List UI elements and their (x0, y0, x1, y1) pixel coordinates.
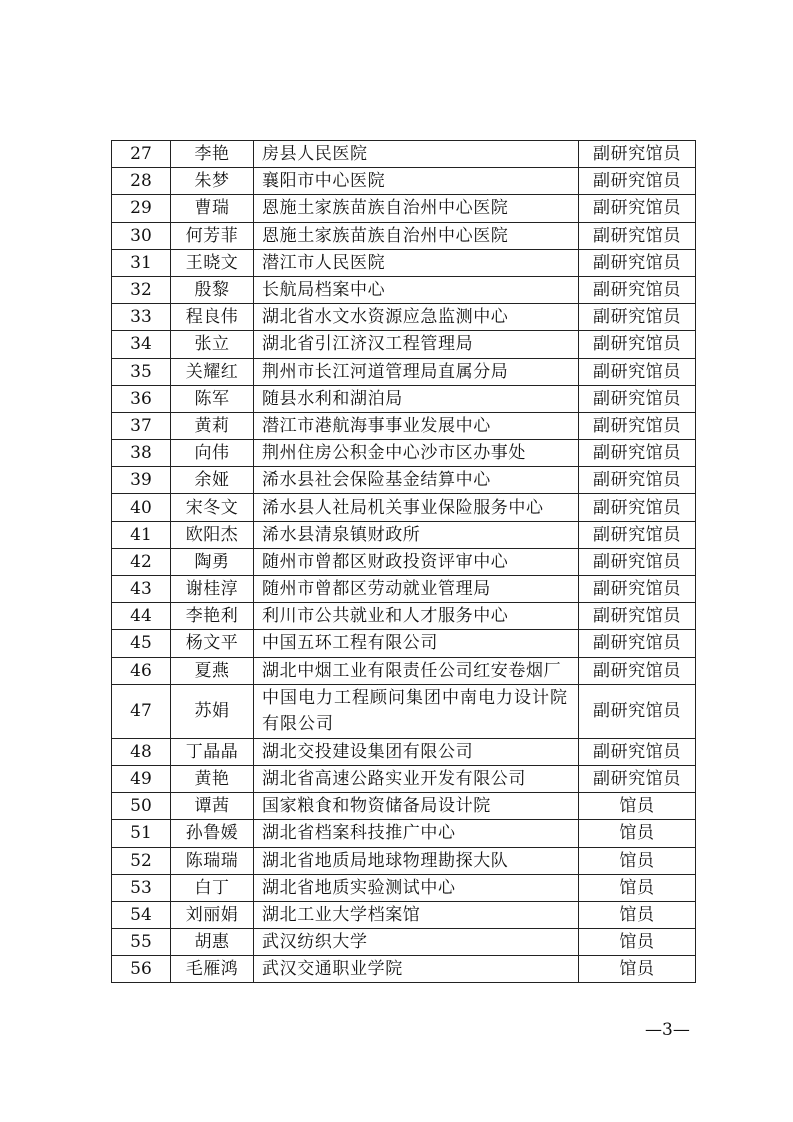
job-title: 副研究馆员 (579, 222, 696, 249)
row-number: 30 (112, 222, 171, 249)
row-number: 40 (112, 494, 171, 521)
table-row (112, 331, 696, 358)
job-title: 馆员 (579, 929, 696, 956)
job-title: 副研究馆员 (579, 603, 696, 630)
table-row (112, 276, 696, 303)
table-row (112, 847, 696, 874)
person-name: 陈军 (171, 385, 254, 412)
job-title: 副研究馆员 (579, 358, 696, 385)
organization: 浠水县社会保险基金结算中心 (254, 467, 579, 494)
row-number: 55 (112, 929, 171, 956)
table-row (112, 603, 696, 630)
row-number: 54 (112, 901, 171, 928)
table-body (112, 141, 696, 983)
person-name: 张立 (171, 331, 254, 358)
person-name: 何芳菲 (171, 222, 254, 249)
person-name: 余娅 (171, 467, 254, 494)
organization: 潜江市港航海事事业发展中心 (254, 412, 579, 439)
job-title: 副研究馆员 (579, 521, 696, 548)
row-number: 32 (112, 276, 171, 303)
organization: 随县水利和湖泊局 (254, 385, 579, 412)
table-row (112, 467, 696, 494)
table-row (112, 304, 696, 331)
organization: 随州市曾都区财政投资评审中心 (254, 548, 579, 575)
person-name: 杨文平 (171, 630, 254, 657)
organization: 湖北省档案科技推广中心 (254, 820, 579, 847)
person-name: 陶勇 (171, 548, 254, 575)
person-name: 宋冬文 (171, 494, 254, 521)
person-name: 夏燕 (171, 657, 254, 684)
organization: 荆州住房公积金中心沙市区办事处 (254, 440, 579, 467)
job-title: 副研究馆员 (579, 195, 696, 222)
organization: 利川市公共就业和人才服务中心 (254, 603, 579, 630)
row-number: 53 (112, 874, 171, 901)
person-name: 谭茜 (171, 793, 254, 820)
job-title: 副研究馆员 (579, 331, 696, 358)
table-row (112, 494, 696, 521)
person-name: 李艳利 (171, 603, 254, 630)
job-title: 副研究馆员 (579, 141, 696, 168)
person-name: 关耀红 (171, 358, 254, 385)
organization: 浠水县人社局机关事业保险服务中心 (254, 494, 579, 521)
job-title: 副研究馆员 (579, 494, 696, 521)
job-title: 馆员 (579, 874, 696, 901)
job-title: 馆员 (579, 901, 696, 928)
person-name: 孙鲁媛 (171, 820, 254, 847)
job-title: 副研究馆员 (579, 765, 696, 792)
table-row (112, 956, 696, 983)
row-number: 52 (112, 847, 171, 874)
job-title: 副研究馆员 (579, 304, 696, 331)
person-name: 白丁 (171, 874, 254, 901)
row-number: 29 (112, 195, 171, 222)
organization: 浠水县清泉镇财政所 (254, 521, 579, 548)
row-number: 33 (112, 304, 171, 331)
table-row (112, 684, 696, 738)
row-number: 56 (112, 956, 171, 983)
organization: 湖北交投建设集团有限公司 (254, 738, 579, 765)
row-number: 46 (112, 657, 171, 684)
person-name: 程良伟 (171, 304, 254, 331)
row-number: 37 (112, 412, 171, 439)
job-title: 副研究馆员 (579, 168, 696, 195)
table-row (112, 249, 696, 276)
person-name: 朱梦 (171, 168, 254, 195)
person-name: 王晓文 (171, 249, 254, 276)
organization: 湖北工业大学档案馆 (254, 901, 579, 928)
person-name: 欧阳杰 (171, 521, 254, 548)
row-number: 31 (112, 249, 171, 276)
person-name: 曹瑞 (171, 195, 254, 222)
organization: 武汉纺织大学 (254, 929, 579, 956)
person-name: 陈瑞瑞 (171, 847, 254, 874)
job-title: 副研究馆员 (579, 630, 696, 657)
row-number: 48 (112, 738, 171, 765)
table-row (112, 929, 696, 956)
table-row (112, 901, 696, 928)
organization: 武汉交通职业学院 (254, 956, 579, 983)
row-number: 39 (112, 467, 171, 494)
page-number: —3— (645, 1020, 690, 1040)
person-name: 李艳 (171, 141, 254, 168)
organization: 潜江市人民医院 (254, 249, 579, 276)
person-name: 向伟 (171, 440, 254, 467)
table-row (112, 358, 696, 385)
person-name: 毛雁鸿 (171, 956, 254, 983)
organization: 湖北中烟工业有限责任公司红安卷烟厂 (254, 657, 579, 684)
row-number: 38 (112, 440, 171, 467)
job-title: 副研究馆员 (579, 657, 696, 684)
row-number: 44 (112, 603, 171, 630)
row-number: 50 (112, 793, 171, 820)
table-row (112, 874, 696, 901)
job-title: 副研究馆员 (579, 385, 696, 412)
job-title: 馆员 (579, 820, 696, 847)
row-number: 28 (112, 168, 171, 195)
table-row (112, 765, 696, 792)
job-title: 副研究馆员 (579, 738, 696, 765)
person-name: 谢桂淳 (171, 576, 254, 603)
organization: 长航局档案中心 (254, 276, 579, 303)
organization: 襄阳市中心医院 (254, 168, 579, 195)
organization: 国家粮食和物资储备局设计院 (254, 793, 579, 820)
table-row (112, 657, 696, 684)
row-number: 51 (112, 820, 171, 847)
organization: 随州市曾都区劳动就业管理局 (254, 576, 579, 603)
organization: 中国电力工程顾问集团中南电力设计院有限公司 (254, 684, 579, 738)
job-title: 副研究馆员 (579, 412, 696, 439)
organization: 湖北省高速公路实业开发有限公司 (254, 765, 579, 792)
organization: 湖北省地质局地球物理勘探大队 (254, 847, 579, 874)
table-row (112, 576, 696, 603)
row-number: 49 (112, 765, 171, 792)
table-row (112, 168, 696, 195)
job-title: 馆员 (579, 956, 696, 983)
organization: 恩施土家族苗族自治州中心医院 (254, 195, 579, 222)
row-number: 27 (112, 141, 171, 168)
table-row (112, 630, 696, 657)
row-number: 43 (112, 576, 171, 603)
organization: 湖北省水文水资源应急监测中心 (254, 304, 579, 331)
person-name: 黄莉 (171, 412, 254, 439)
person-name: 苏娟 (171, 684, 254, 738)
person-name: 胡惠 (171, 929, 254, 956)
organization: 湖北省引江济汉工程管理局 (254, 331, 579, 358)
table-row (112, 385, 696, 412)
job-title: 副研究馆员 (579, 249, 696, 276)
job-title: 副研究馆员 (579, 440, 696, 467)
organization: 房县人民医院 (254, 141, 579, 168)
row-number: 45 (112, 630, 171, 657)
row-number: 34 (112, 331, 171, 358)
job-title: 馆员 (579, 847, 696, 874)
row-number: 36 (112, 385, 171, 412)
table-row (112, 738, 696, 765)
table-row (112, 141, 696, 168)
table-row (112, 820, 696, 847)
table-row (112, 521, 696, 548)
table-row (112, 440, 696, 467)
table-row (112, 222, 696, 249)
organization: 恩施土家族苗族自治州中心医院 (254, 222, 579, 249)
table-row (112, 548, 696, 575)
organization: 湖北省地质实验测试中心 (254, 874, 579, 901)
job-title: 副研究馆员 (579, 276, 696, 303)
row-number: 42 (112, 548, 171, 575)
row-number: 41 (112, 521, 171, 548)
personnel-table (111, 140, 696, 983)
row-number: 47 (112, 684, 171, 738)
job-title: 副研究馆员 (579, 548, 696, 575)
job-title: 副研究馆员 (579, 467, 696, 494)
organization: 中国五环工程有限公司 (254, 630, 579, 657)
organization: 荆州市长江河道管理局直属分局 (254, 358, 579, 385)
job-title: 副研究馆员 (579, 576, 696, 603)
job-title: 馆员 (579, 793, 696, 820)
table-row (112, 793, 696, 820)
person-name: 殷黎 (171, 276, 254, 303)
person-name: 刘丽娟 (171, 901, 254, 928)
table-row (112, 195, 696, 222)
person-name: 丁晶晶 (171, 738, 254, 765)
job-title: 副研究馆员 (579, 684, 696, 738)
row-number: 35 (112, 358, 171, 385)
person-name: 黄艳 (171, 765, 254, 792)
table-row (112, 412, 696, 439)
